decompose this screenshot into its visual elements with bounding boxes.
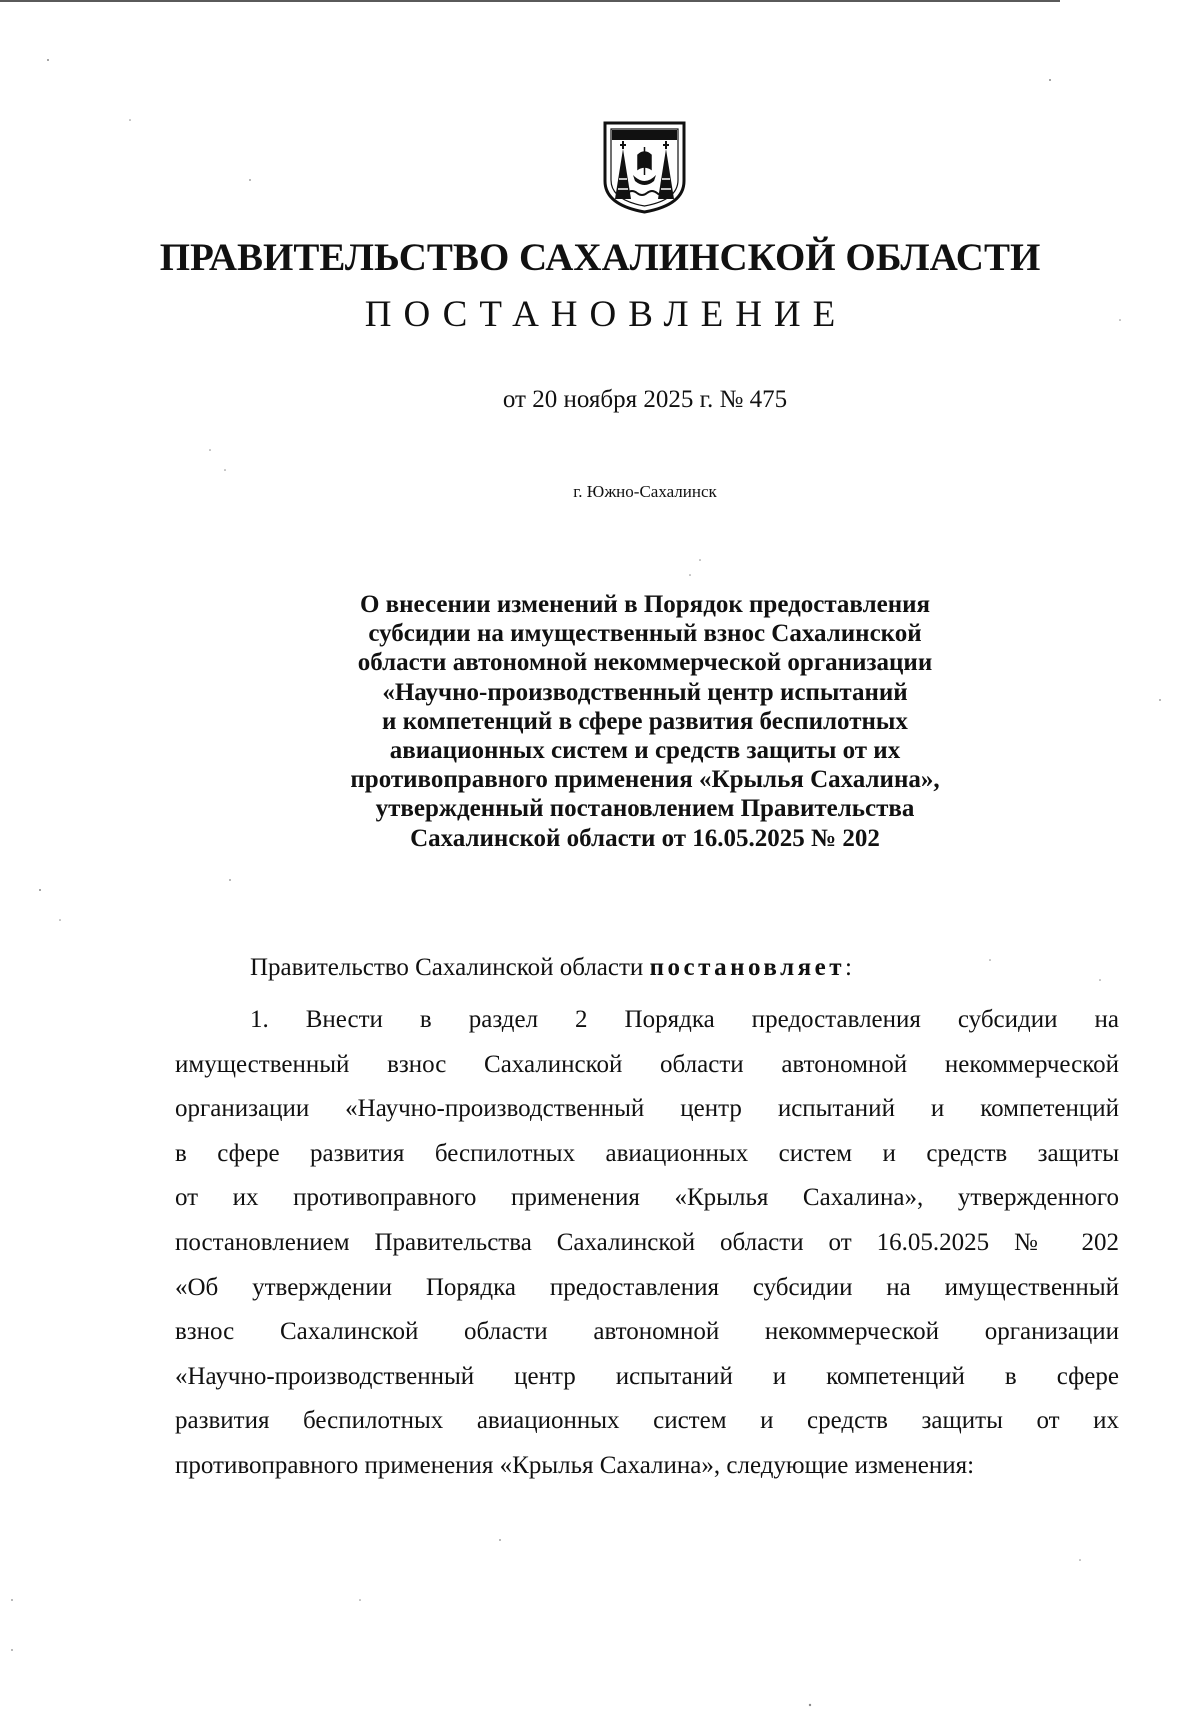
body-line: в сфере развития беспилотных авиационных систем и средств защиты — [175, 1139, 1119, 1167]
top-rule — [0, 0, 1060, 2]
body-line: от их противоправного применения «Крылья Сахалина», утвержденного — [175, 1184, 1119, 1212]
body-line: 1. Внести в раздел 2 Порядка предоставления субсидии на — [250, 1006, 1119, 1033]
preamble-suffix: : — [845, 954, 852, 981]
paragraph-1 — [175, 998, 1119, 1489]
heading-line: области автономной некоммерческой организации — [357, 649, 933, 677]
heading-line: «Научно-производственный центр испытаний — [382, 678, 908, 706]
body-line: «Научно-производственный центр испытаний и компетенций в сфере — [175, 1362, 1119, 1390]
heading-line: авиационных систем и средств защиты от их — [389, 737, 901, 765]
heading-line: Сахалинской области от 16.05.2025 № 202 — [410, 824, 880, 852]
preamble-emphasis: постановляет — [649, 954, 846, 981]
body-line: противоправного применения «Крылья Сахалина», следующие изменения: — [175, 1451, 975, 1479]
preamble-text: Правительство Сахалинской области — [250, 954, 650, 981]
document-date-number: от 20 ноября 2025 г. № 475 — [502, 386, 788, 413]
document-type: ПОСТАНОВЛЕНИЕ — [364, 294, 848, 335]
resolution-heading — [300, 590, 990, 853]
heading-line: субсидии на имущественный взнос Сахалинской — [368, 620, 922, 648]
body-line: развития беспилотных авиационных систем и средств защиты от их — [175, 1407, 1119, 1435]
heading-line: утвержденный постановлением Правительства — [375, 795, 915, 823]
body-line: имущественный взнос Сахалинской области автономной некоммерческой — [175, 1050, 1119, 1078]
heading-line: и компетенций в сфере развития беспилотных — [382, 707, 908, 735]
heading-line: противоправного применения «Крылья Сахалина», — [350, 766, 940, 794]
preamble — [250, 952, 852, 984]
body-line: организации «Научно-производственный центр испытаний и компетенций — [175, 1095, 1119, 1123]
heading-line: О внесении изменений в Порядок предоставления — [359, 591, 931, 618]
document-city: г. Южно-Сахалинск — [573, 482, 717, 501]
organization-title: ПРАВИТЕЛЬСТВО САХАЛИНСКОЙ ОБЛАСТИ — [159, 236, 1041, 279]
body-line: взнос Сахалинской области автономной некоммерческой организации — [175, 1318, 1119, 1346]
body-line: «Об утверждении Порядка предоставления субсидии на имущественный — [175, 1273, 1119, 1301]
coat-of-arms-icon — [597, 119, 692, 215]
body-line: постановлением Правительства Сахалинской области от 16.05.2025 № 202 — [175, 1228, 1119, 1256]
